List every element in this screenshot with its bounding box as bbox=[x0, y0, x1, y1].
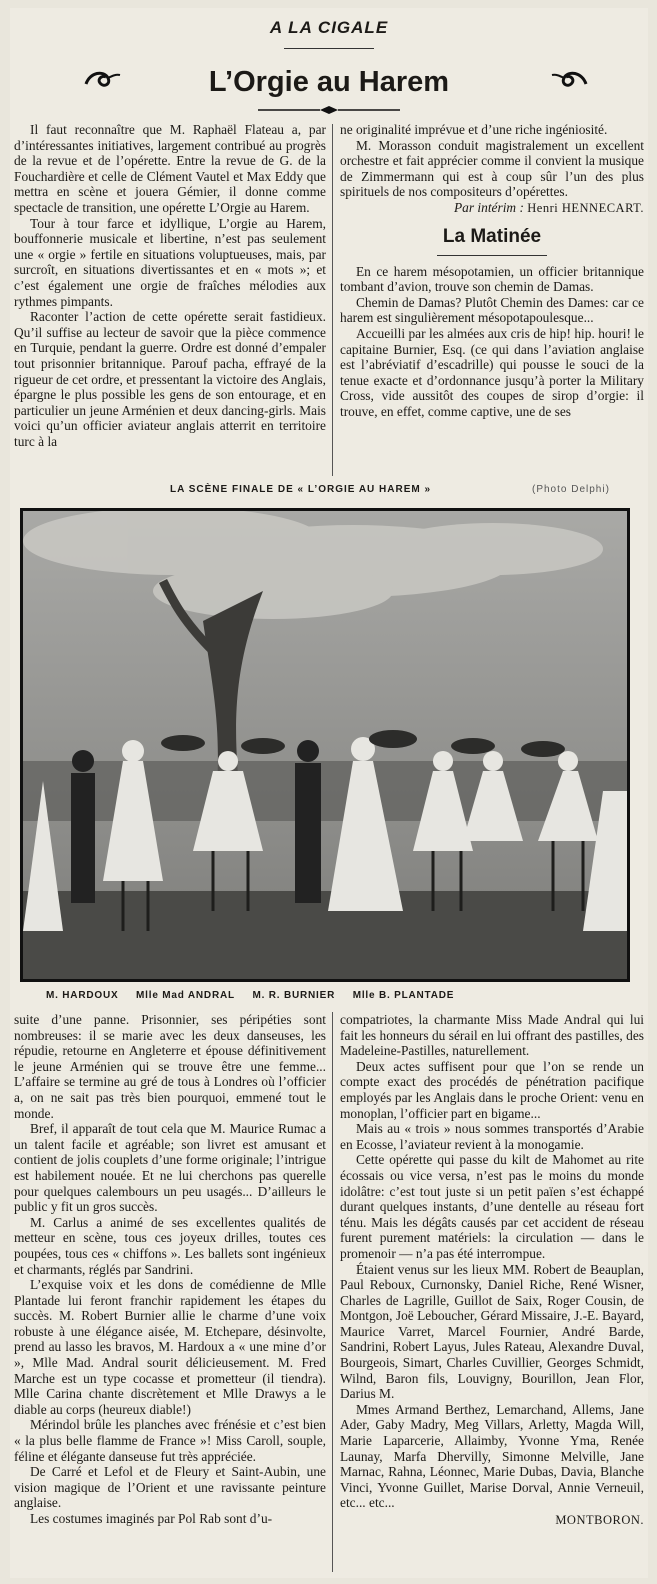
paragraph: Bref, il apparaît de tout cela que M. Maurice Rumac a un talent facile et agréable; son livret est amusant et contient de jolis couplets d’une forme originale; l’intrigue est habilement nouée. Et ne lui cherchons pas querelle pour quelques calembours un peu usagés... D’ailleurs le public y fit un gros succès. bbox=[14, 1121, 326, 1215]
paragraph: Mais au « trois » nous sommes transportés d’Arabie en Ecosse, l’aviateur revient à la monogamie. bbox=[340, 1121, 644, 1152]
headline-divider-ornament bbox=[258, 106, 400, 114]
paragraph: En ce harem mésopotamien, un officier britannique tombant d’avion, trouve son chemin de Damas. bbox=[340, 263, 644, 295]
paragraph: Chemin de Damas? Plutôt Chemin des Dames: car ce harem est singulièrement mésopotapoulesque... bbox=[340, 294, 644, 326]
section-kicker: A LA CIGALE bbox=[269, 18, 389, 37]
column-divider bbox=[332, 124, 333, 476]
byline-prefix: Par intérim : bbox=[453, 199, 524, 215]
right-flourish-ornament bbox=[550, 66, 590, 92]
paragraph: Mérindol brûle les planches avec frénésie et c’est bien « la plus belle flamme de France »! Miss Caroll, souple, féline et élégante danseuse fut très appréciée. bbox=[14, 1417, 326, 1464]
subheading-rule bbox=[437, 255, 547, 256]
author-signature: MONTBORON. bbox=[555, 1513, 644, 1527]
kicker-rule bbox=[284, 48, 374, 49]
cast-name: M. R. BURNIER bbox=[252, 990, 336, 1001]
paragraph: Tour à tour farce et idyllique, L’orgie au Harem, bouffonnerie musicale et libertine, n’est pas seulement une « orgie » fertile en situations voluptueuses, mais, par surcroît, en situations divertissantes et en « mots »; et c’est également une orgie de fraîches mélodies aux rythmes pimpants. bbox=[14, 215, 326, 309]
paragraph: Cette opérette qui passe du kilt de Mahomet au rite écossais ou vice versa, n’est pas le moins du monde idolâtre: c’est tout juste si un petit païen s’est échappé durant quelques instants, d’une dentelle au réseau fort ténu. Mais les dégâts causés par cet accident de réseau furent purement matériels: la circulation — dans le promenoir — n’a pas été interrompue. bbox=[340, 1152, 644, 1261]
byline-name: Henri HENNECART. bbox=[527, 200, 644, 215]
cast-name: M. HARDOUX bbox=[46, 990, 119, 1001]
paragraph: ne originalité imprévue et d’une riche ingéniosité. bbox=[340, 122, 608, 137]
paragraph: suite d’une panne. Prisonnier, ses péripéties sont nombreuses: il se marie avec les deux danseuses, les répudie, retourne en Angleterre et épouse définitivement le jeune Arménien qui se trouve être une femme... L’affaire se termine au gré de tous à Londres où l’officier a, on ne sait pas très bien pourquoi, emmené tout le monde. bbox=[14, 1012, 326, 1121]
column-divider bbox=[332, 1012, 333, 1572]
paragraph: Il faut reconnaître que M. Raphaël Flateau a, par d’intéressantes initiatives, largement contribué au progrès de la revue et de l’opérette. Entre la revue de G. de la Fouchardière et celle de Clément Vautel et Max Eddy que mettra en scène et jouera Gémier, il donne comme spectacle de transition, une opérette L’Orgie au Harem. bbox=[14, 122, 326, 215]
top-right-column bbox=[340, 122, 644, 478]
paragraph: M. Carlus a animé de ses excellentes qualités de metteur en scène, tous ces joyeux drilles, toutes ces poupées, tous ces « chiffons ». Les ballets sont ingénieux et charmants, réglés par Sandrini. bbox=[14, 1214, 326, 1277]
stage-photograph bbox=[20, 508, 630, 982]
cast-name: Mlle Mad ANDRAL bbox=[136, 990, 235, 1001]
newspaper-page bbox=[10, 8, 648, 1578]
photo-caption-bar bbox=[10, 484, 648, 500]
paragraph: Mmes Armand Berthez, Lemarchand, Allems, Jane Ader, Gaby Madry, Meg Villars, Arletty, Magda Will, Marie Laparcerie, Allaimby, Yvonne Yma, Renée Launay, Marfa Dhervilly, Simonne Melville, Jane Marnac, Rahna, Léonnec, Marie Dubas, Davia, Blanche Vinci, Yvonne Guillet, Marise Dorval, Annie Verneuil, etc... etc... bbox=[340, 1401, 644, 1511]
paragraph: Raconter l’action de cette opérette serait fastidieux. Qu’il suffise au lecteur de savoir que la pièce commence en Turquie, pendant la guerre. Ordre est donné d’empaler tout prisonnier britannique. Parouf pacha, effrayé de la rigueur de cet ordre, et pressentant la victoire des Anglais, épargne le plus possible les gens de son entourage, et en particulier un jeune Arménien et deux dancing-girls. Mais voici qu’un officier aviateur anglais atterrit en territoire turc à la bbox=[14, 309, 326, 449]
bottom-left-column bbox=[14, 1012, 326, 1574]
bottom-right-column bbox=[340, 1012, 644, 1574]
paragraph: De Carré et Lefol et de Fleury et Saint-Aubin, une vision magique de l’Orient et une ravissante peinture anglaise. bbox=[14, 1464, 326, 1511]
paragraph: Étaient venus sur les lieux MM. Robert de Beauplan, Paul Reboux, Curnonsky, Daniel Riche, René Wisner, Charles de Lagrille, Guillot de Saix, Roger Cousin, de Montgon, Joë Leboucher, Gérard Missaire, J.-E. Bayard, Maurice Varret, Marcel Fournier, André Barde, Sandrini, Robert Layus, Jules Rateau, Alexandre Duval, Bourgeois, Simart, Charles Cuvillier, Georges Schmidt, Wilnd, Baron fils, Louvigny, Bourillon, Jean Flor, Darius M. bbox=[340, 1261, 644, 1402]
section-subheading: La Matinée bbox=[442, 225, 542, 247]
stage-scene-illustration bbox=[23, 511, 627, 979]
paragraph: Les costumes imaginés par Pol Rab sont d’u- bbox=[30, 1511, 273, 1526]
article-headline: L’Orgie au Harem bbox=[208, 66, 450, 98]
paragraph: Accueilli par les almées aux cris de hip! hip. houri! le capitaine Burnier, Esq. (ce qui dans l’aviation anglaise est l’abréviatif d’escadrille) qui pousse le souci de la tenue exacte et d’ordonnance jusqu’à porter la Military Cross, vide aussitôt des coupes de sirop d’orgie: il trouve, en effet, comme captive, une de ses bbox=[340, 325, 644, 419]
photo-names-caption bbox=[46, 990, 606, 1001]
byline bbox=[340, 200, 644, 217]
paragraph: L’exquise voix et les dons de comédienne de Mlle Plantade lui feront franchir rapidement les étapes du succès. M. Robert Burnier allie le charme d’une voix robuste à une élégance aisée, M. Etchepare, désinvolte, prend au lasso les bravos, M. Hardoux a « une mine d’or », Mlle Mad. Andral sourit délicieusement. M. Fred Marche est un type cocasse et prometteur (il tiendra). Mlle Carina chante discrètement et Mlle Drawys a le diable au corps (heureux diable!) bbox=[14, 1277, 326, 1417]
paragraph: M. Morasson conduit magistralement un excellent orchestre et fait apprécier comme il convient la musique de Zimmermann qui est à coup sûr l’un des plus spirituels de nos compositeurs d’opérettes. bbox=[340, 137, 644, 200]
photo-caption: LA SCÈNE FINALE DE « L’ORGIE AU HAREM » bbox=[170, 484, 432, 495]
photo-credit: (Photo Delphi) bbox=[532, 484, 610, 495]
cast-name: Mlle B. PLANTADE bbox=[352, 990, 455, 1001]
top-left-column bbox=[14, 122, 326, 478]
paragraph: Deux actes suffisent pour que l’on se rende un compte exact des procédés de pénétration pacifique employés par les Anglais dans le proche Orient: venu en monoplan, l’officier part en bigame... bbox=[340, 1058, 644, 1121]
paragraph: compatriotes, la charmante Miss Made Andral qui lui fait les honneurs du sérail en lui offrant des pastilles, des Madeleine-Pastilles, naturellement. bbox=[340, 1012, 644, 1059]
